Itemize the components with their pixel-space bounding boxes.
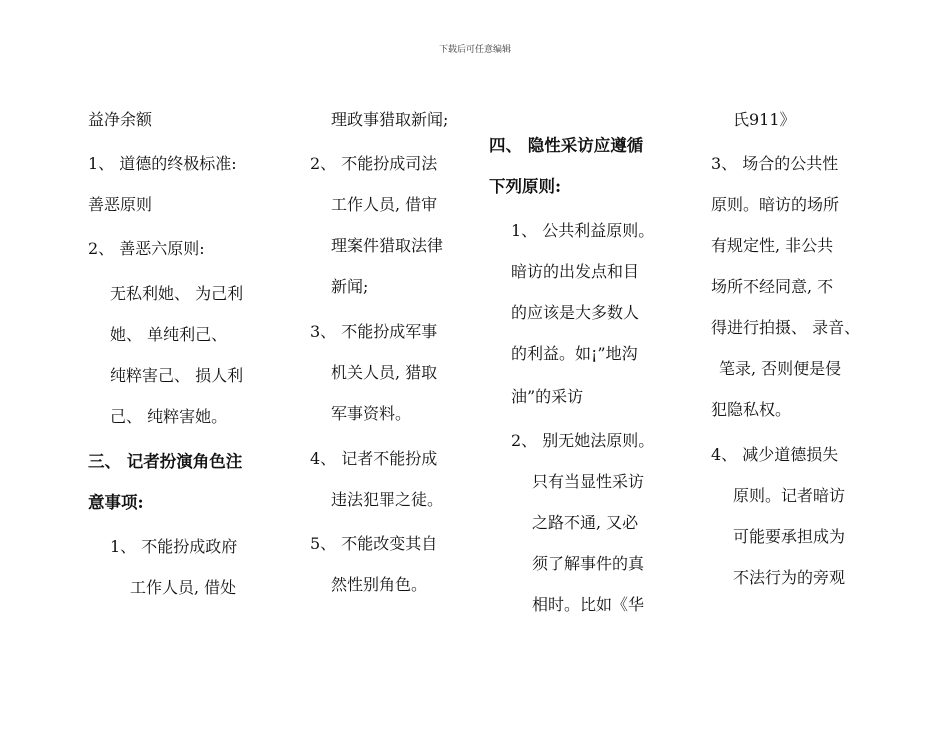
text-line: 她、 单纯利己、 bbox=[110, 325, 228, 344]
text-line: 3、 不能扮成军事 bbox=[310, 322, 438, 341]
text-line: 2、 不能扮成司法 bbox=[310, 154, 438, 173]
text-line: 只有当显性采访 bbox=[532, 472, 645, 491]
text-line: 油”的采访 bbox=[511, 387, 584, 406]
text-line: 有规定性, 非公共 bbox=[711, 236, 834, 255]
text-line: 无私利她、 为己利 bbox=[110, 284, 244, 303]
text-line: 1、 公共利益原则。 bbox=[511, 221, 655, 240]
text-line: 得进行拍摄、 录音、 bbox=[711, 318, 861, 337]
text-line: 原则。记者暗访 bbox=[733, 486, 846, 505]
text-line: 违法犯罪之徒。 bbox=[331, 490, 444, 509]
section-heading: 四、 隐性采访应遵循 bbox=[489, 136, 644, 155]
text-line: 益净余额 bbox=[88, 110, 153, 129]
section-heading: 三、 记者扮演角色注 bbox=[88, 452, 243, 471]
section-heading: 意事项: bbox=[88, 493, 144, 512]
text-line: 的利益。如¡”地沟 bbox=[511, 344, 638, 363]
text-line: 须了解事件的真 bbox=[532, 554, 645, 573]
text-line: 1、 道德的终极标准: bbox=[88, 154, 237, 173]
text-line: 原则。暗访的场所 bbox=[711, 195, 840, 214]
text-line: 善恶原则 bbox=[88, 195, 153, 214]
text-line: 相时。比如《华 bbox=[532, 595, 645, 614]
text-line: 场所不经同意, 不 bbox=[711, 277, 834, 296]
text-line: 氏911》 bbox=[733, 110, 796, 129]
text-line: 可能要承担成为 bbox=[733, 527, 846, 546]
text-line: 2、 善恶六原则: bbox=[88, 239, 205, 258]
text-line: 不法行为的旁观 bbox=[733, 568, 846, 587]
text-line: 的应该是大多数人 bbox=[511, 303, 640, 322]
text-line: 己、 纯粹害她。 bbox=[110, 407, 228, 426]
section-heading: 下列原则: bbox=[489, 177, 562, 196]
text-line: 2、 别无她法原则。 bbox=[511, 431, 655, 450]
text-line: 军事资料。 bbox=[331, 404, 412, 423]
text-line: 3、 场合的公共性 bbox=[711, 154, 839, 173]
text-line: 暗访的出发点和目 bbox=[511, 262, 640, 281]
text-line: 纯粹害己、 损人利 bbox=[110, 366, 244, 385]
page-header: 下载后可任意编辑 bbox=[438, 45, 511, 55]
text-line: 工作人员, 借处 bbox=[130, 578, 237, 597]
text-line: 机关人员, 猎取 bbox=[331, 363, 438, 382]
text-line: 犯隐私权。 bbox=[711, 400, 792, 419]
text-line: 1、 不能扮成政府 bbox=[110, 537, 238, 556]
text-line: 5、 不能改变其自 bbox=[310, 534, 438, 553]
text-line: 4、 减少道德损失 bbox=[711, 445, 839, 464]
text-line: 笔录, 否则便是侵 bbox=[719, 359, 842, 378]
text-line: 理案件猎取法律 bbox=[331, 236, 444, 255]
text-line: 工作人员, 借审 bbox=[331, 195, 438, 214]
text-line: 然性别角色。 bbox=[331, 575, 428, 594]
text-line: 4、 记者不能扮成 bbox=[310, 449, 438, 468]
text-line: 理政事猎取新闻; bbox=[331, 110, 449, 129]
text-line: 新闻; bbox=[331, 277, 369, 296]
text-line: 之路不通, 又必 bbox=[532, 513, 639, 532]
